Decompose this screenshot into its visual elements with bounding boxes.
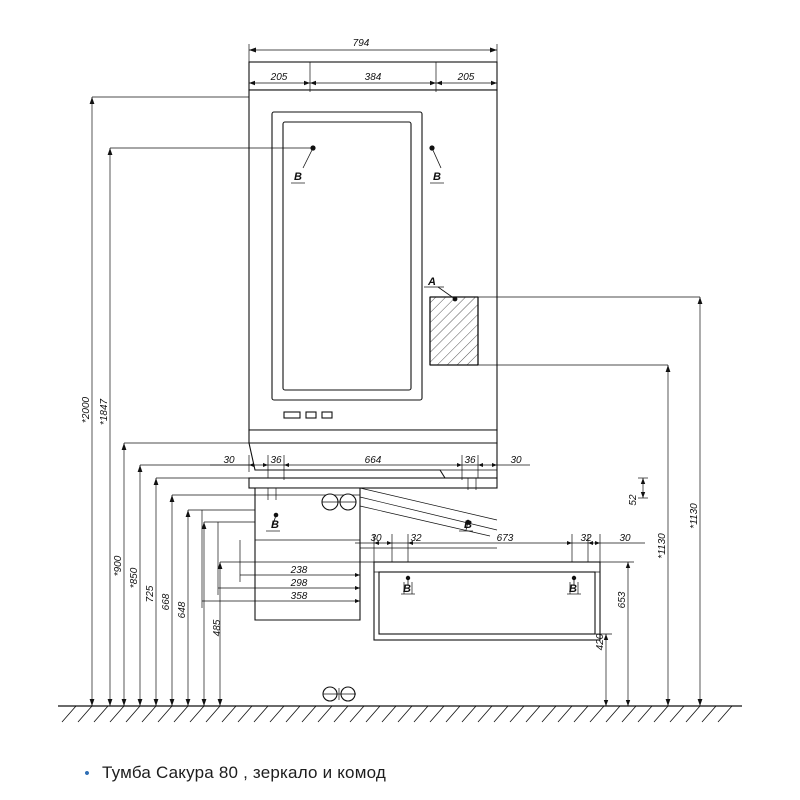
mark-a-1: A	[428, 276, 436, 288]
dim-cab-30-right: 30	[619, 533, 631, 544]
dim-cab-673: 673	[496, 533, 514, 544]
dim-left-1847: *1847	[99, 398, 110, 426]
dim-left-725: 725	[145, 585, 156, 603]
dim-left-668: 668	[161, 593, 172, 611]
floor-line	[58, 706, 742, 722]
dim-left-2000: *2000	[81, 396, 92, 424]
dim-mirror-664: 664	[364, 455, 382, 466]
dim-mirror-36-right: 36	[464, 455, 476, 466]
mark-b-4: B	[403, 583, 411, 595]
dim-center-358: 358	[290, 591, 308, 602]
mark-b-1: B	[294, 171, 302, 183]
dim-mirror-30-left: 30	[223, 455, 235, 466]
dim-mirror-36-left: 36	[270, 455, 282, 466]
dim-top-205-left: 205	[270, 72, 288, 83]
dim-right-420: 420	[595, 633, 606, 651]
dim-right-653: 653	[617, 591, 628, 609]
dim-center-238: 238	[290, 565, 308, 576]
dim-left-648: 648	[177, 601, 188, 619]
dimension-top-overall	[249, 38, 497, 62]
dim-right-1130-inner: *1130	[657, 533, 668, 559]
mark-b-6: B	[464, 519, 472, 531]
mark-b-2: B	[433, 171, 441, 183]
dim-top-205-right: 205	[457, 72, 475, 83]
figure-caption	[82, 758, 742, 788]
dim-center-298: 298	[290, 578, 308, 589]
dimension-cabinet-row	[355, 533, 645, 562]
mirror-unit	[249, 62, 497, 478]
dim-left-485: 485	[212, 619, 223, 637]
dim-right-52: 52	[628, 494, 639, 506]
caption-text: Тумба Сакура 80 , зеркало и комод	[102, 763, 386, 782]
detail-a-hatch	[424, 287, 700, 365]
mark-b-3: B	[271, 519, 279, 531]
dim-cab-32-right: 32	[580, 533, 592, 544]
bullet-icon: •	[84, 764, 90, 782]
dim-mirror-30-right: 30	[510, 455, 522, 466]
dim-top-384: 384	[364, 72, 382, 83]
dim-left-850: *850	[129, 567, 140, 589]
dim-cab-30-left: 30	[370, 533, 382, 544]
dimension-right-group	[595, 297, 702, 706]
dim-right-1130-outer: *1130	[689, 503, 700, 529]
dim-top-794: 794	[352, 38, 370, 49]
dim-cab-32-left: 32	[410, 533, 422, 544]
mark-b-5: B	[569, 583, 577, 595]
dim-left-900: *900	[113, 555, 124, 577]
